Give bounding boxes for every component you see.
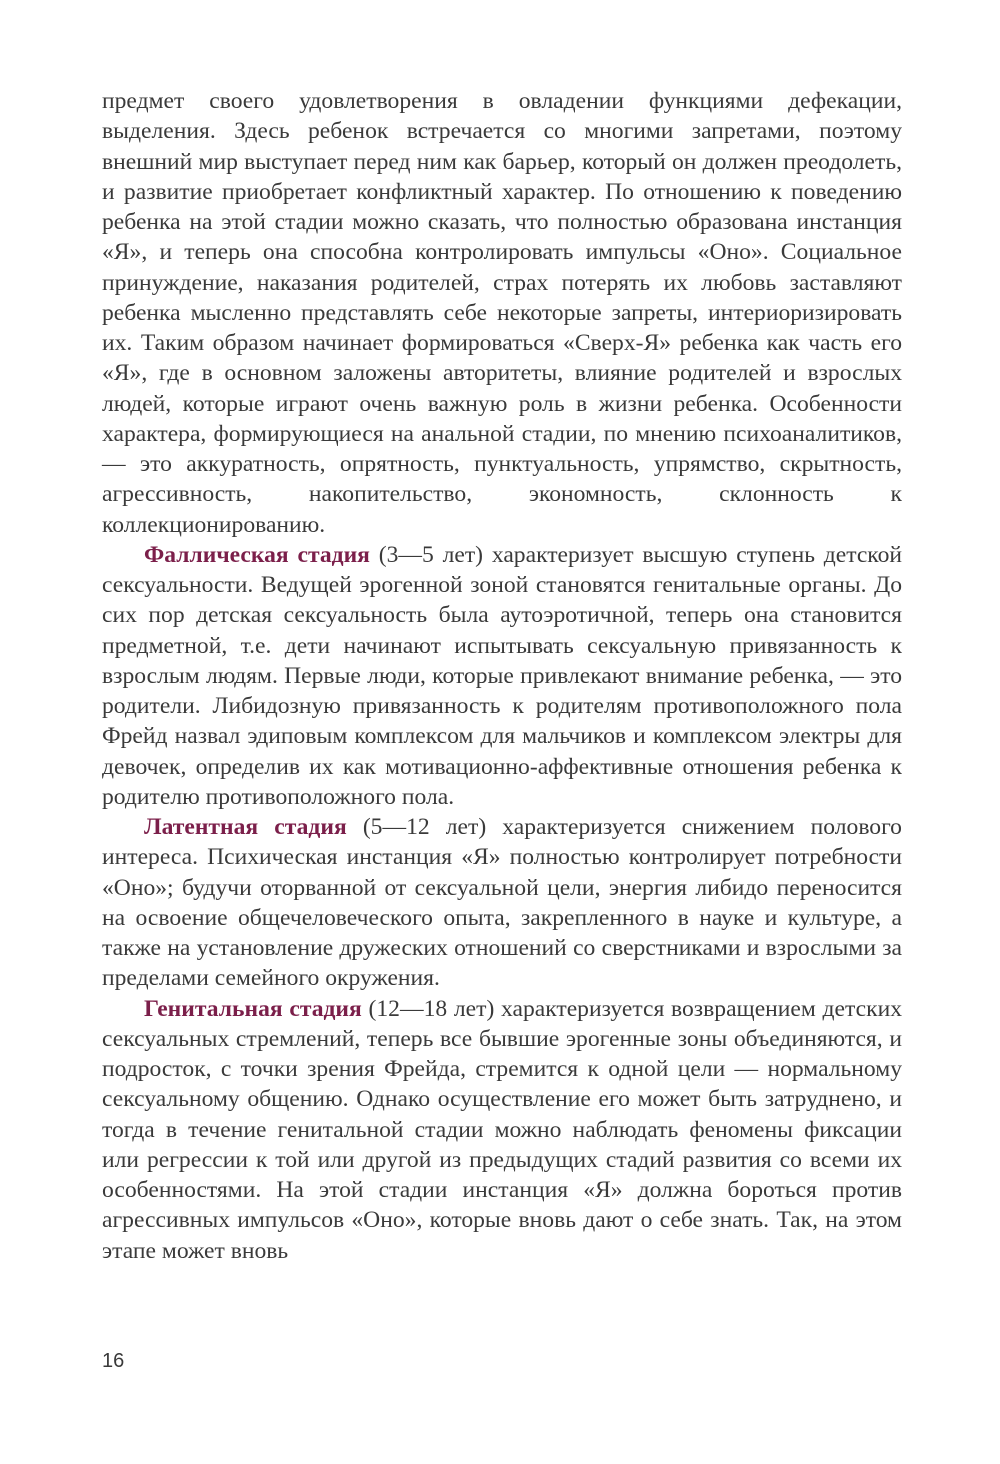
paragraph-genital-stage — [102, 994, 902, 1266]
term-genital-stage: Генитальная стадия — [144, 995, 362, 1022]
page-number: 16 — [102, 1350, 125, 1372]
term-latent-stage: Латентная стадия — [144, 814, 347, 840]
term-phallic-stage: Фаллическая стадия — [144, 541, 370, 568]
paragraph-latent-stage — [102, 812, 902, 994]
paragraph-text: предмет своего удовлетворения в овладении функциями дефекации, выделения. Здесь ребенок встречается со многими запретами, поэтому внешний мир выступает перед ним как барьер, который он должен преодолеть, и развитие приобретает конфликтный характер. По отношению к поведению ребенка на этой стадии можно сказать, что полностью образована инстанция «Я», и теперь она способна контролировать импульсы «Оно». Социальное принуждение, наказания родителей, страх потерять их любовь заставляют ребенка мысленно представлять себе некоторые запреты, интериоризировать их. Таким образом начинает формироваться «Сверх-Я» ребенка как часть его «Я», где в основном заложены авторитеты, влияние родителей и взрослых людей, которые играют очень важную роль в жизни ребенка. Особенности характера, формирующиеся на анальной стадии, по мнению психоаналитиков, — это аккуратность, опрятность, пунктуальность, упрямство, скрытность, агрессивность, накопительство, экономность, склонность к коллекционированию. — [102, 88, 902, 538]
page-body — [102, 86, 902, 1266]
paragraph-anal-stage-continuation — [102, 86, 902, 540]
paragraph-text: (3—5 лет) характеризует высшую ступень детской сексуальности. Ведущей эрогенной зоной становятся генитальные органы. До сих пор детская сексуальность была аутоэротичной, теперь она становится предметной, т.е. дети начинают испытывать сексуальную привязанность к взрослым людям. Первые люди, которые привлекают внимание ребенка, — это родители. Либидозную привязанность к родителям противоположного пола Фрейд назвал эдиповым комплексом для мальчиков и комплексом электры для девочек, определив их как мотивационно-аффективные отношения ребенка к родителю противоположного пола. — [102, 541, 902, 810]
paragraph-text: (12—18 лет) характеризуется возвращением детских сексуальных стремлений, теперь все бывшие эрогенные зоны объединяются, и подросток, с точки зрения Фрейда, стремится к одной цели — нормальному сексуальному общению. Однако осуществление его может быть затруднено, и тогда в течение генитальной стадии можно наблюдать феномены фиксации или регрессии к той или другой из предыдущих стадий развития со всеми их особенностями. На этой стадии инстанция «Я» должна бороться против агрессивных импульсов «Оно», которые вновь дают о себе знать. Так, на этом этапе может вновь — [102, 995, 902, 1264]
paragraph-text: (5—12 лет) характеризуется снижением полового интереса. Психическая инстанция «Я» полностью контролирует потребности «Оно»; будучи оторванной от сексуальной цели, энергия либидо переносится на освоение общечеловеческого опыта, закрепленного в науке и культуре, а также на установление дружеских отношений со сверстниками и взрослыми за пределами семейного окружения. — [102, 814, 902, 992]
paragraph-phallic-stage — [102, 540, 902, 812]
